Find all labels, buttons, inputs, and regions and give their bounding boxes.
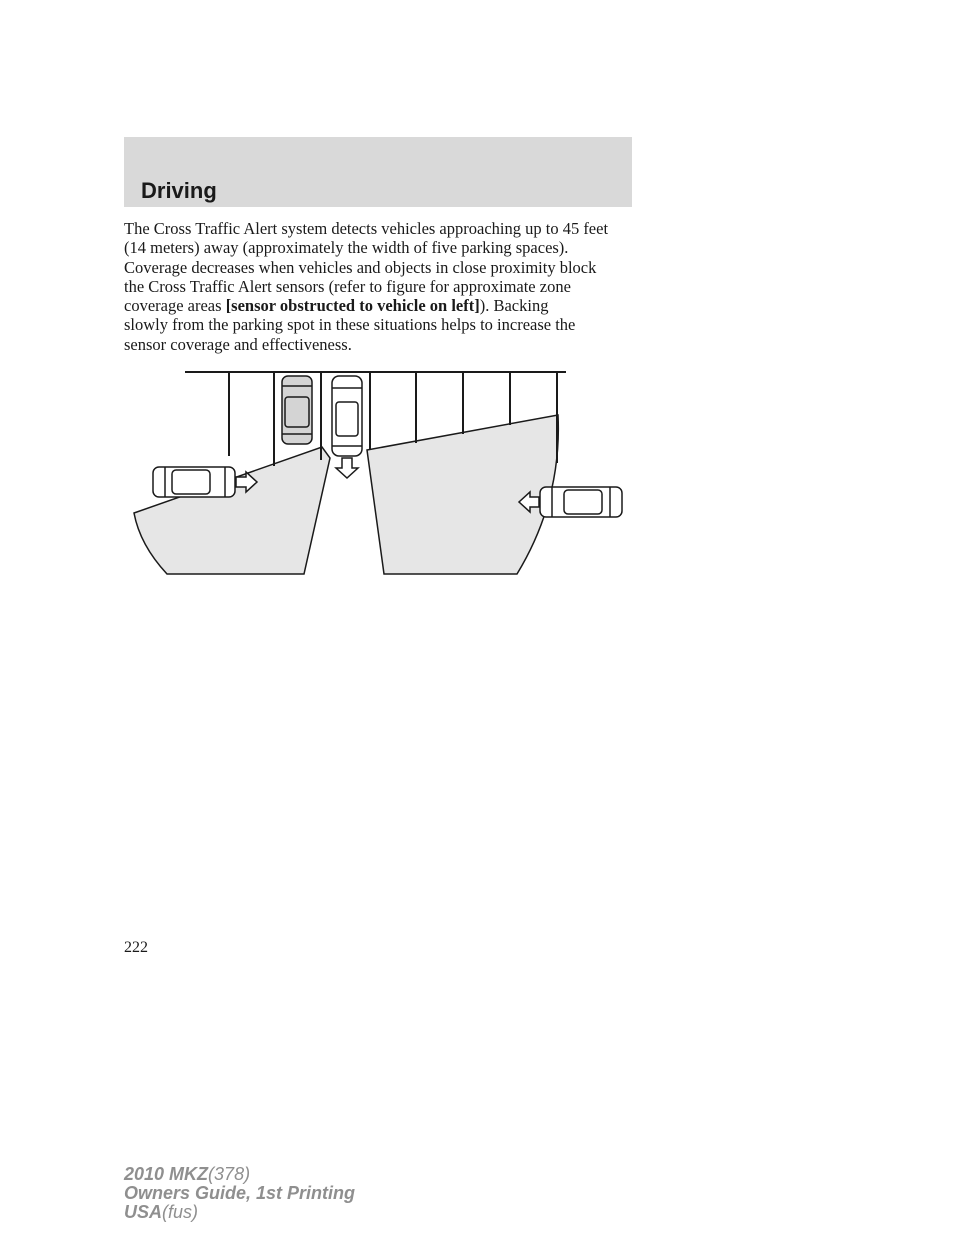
body-paragraph — [124, 219, 644, 354]
body-line: The Cross Traffic Alert system detects vehicles approaching up to 45 feet — [124, 219, 609, 238]
footer-model-code: (378) — [208, 1164, 251, 1184]
backing-vehicle — [332, 376, 362, 478]
footer — [124, 1165, 355, 1222]
body-line: the Cross Traffic Alert sensors (refer to figure for approximate zone — [124, 276, 571, 296]
reverse-arrow-icon — [336, 458, 358, 478]
footer-model: 2010 MKZ — [124, 1164, 209, 1184]
footer-line-guide: Owners Guide, 1st Printing — [124, 1183, 356, 1203]
body-line: Coverage decreases when vehicles and objects in close proximity block — [124, 257, 597, 277]
body-line: sensor coverage and effectiveness. — [124, 334, 352, 354]
body-line: (14 meters) away (approximately the width of five parking spaces). — [124, 238, 569, 258]
footer-market: USA — [124, 1202, 163, 1222]
body-line-suffix: ). Backing — [479, 296, 549, 316]
cross-traffic-alert-figure — [120, 360, 640, 585]
footer-line-market — [124, 1203, 355, 1222]
left-coverage-zone — [134, 447, 330, 574]
section-title: Driving — [141, 178, 217, 203]
page-number: 222 — [124, 939, 148, 956]
body-line-bold: [sensor obstructed to vehicle on left] — [225, 296, 480, 316]
body-line: slowly from the parking spot in these situations helps to increase the — [124, 315, 576, 335]
footer-line-model — [124, 1165, 355, 1184]
parked-vehicle — [282, 376, 312, 444]
footer-market-code: (fus) — [162, 1202, 199, 1222]
body-line — [124, 296, 644, 315]
body-line-prefix: coverage areas — [124, 296, 226, 316]
